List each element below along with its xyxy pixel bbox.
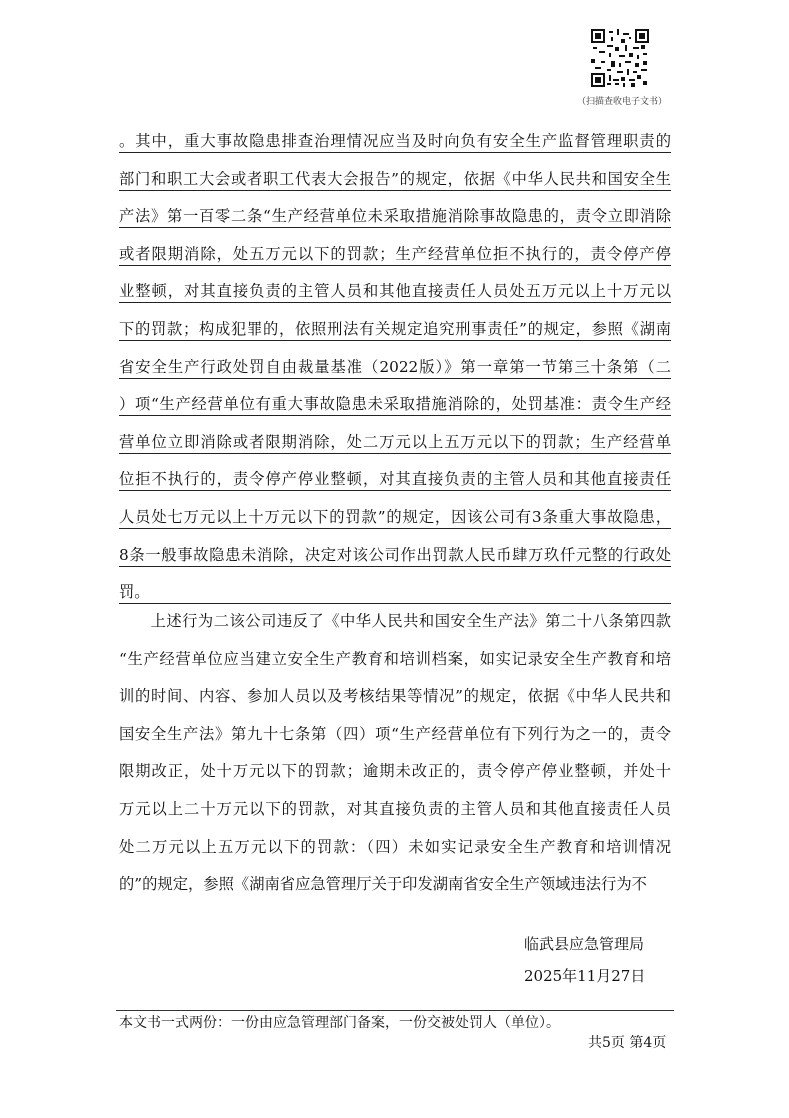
body-line: 产法》第一百零二条“生产经营单位未采取措施消除事故隐患的，责令立即消除 (119, 205, 671, 228)
body-line: “生产经营单位应当建立安全生产教育和培训档案，如实记录安全生产教育和培 (119, 649, 671, 668)
body-line: 国安全生产法》第九十七条第（四）项“生产经营单位有下列行为之一的，责令 (119, 724, 671, 743)
qr-caption: （扫描查收电子文书） (576, 97, 667, 107)
issue-date: 2025年11月27日 (524, 967, 646, 985)
body-line: 省安全生产行政处罚自由裁量基准（2022版）》第一章第一节第三十条第（二 (119, 356, 671, 379)
body-line: 或者限期消除，处五万元以下的罚款；生产经营单位拒不执行的，责令停产停 (119, 243, 671, 266)
body-line: 下的罚款；构成犯罪的，依照刑法有关规定追究刑事责任”的规定，参照《湖南 (119, 318, 671, 341)
body-line: 处二万元以上五万元以下的罚款：（四）未如实记录安全生产教育和培训情况 (119, 837, 671, 856)
body-line: 万元以上二十万元以下的罚款，对其直接负责的主管人员和其他直接责任人员 (119, 800, 671, 818)
body-line: 的”的规定，参照《湖南省应急管理厅关于印发湖南省安全生产领域违法行为不 (119, 875, 647, 894)
body-line: 限期改正，处十万元以下的罚款；逾期未改正的，责令停产停业整顿，并处十 (119, 762, 671, 781)
body-line: ）项“生产经营单位有重大事故隐患未采取措施消除的，处罚基准：责令生产经 (119, 393, 671, 416)
body-line: 营单位立即消除或者限期消除，处二万元以上五万元以下的罚款；生产经营单 (119, 431, 671, 454)
body-line: 业整顿，对其直接负责的主管人员和其他直接责任人员处五万元以上十万元以 (119, 280, 671, 303)
body-line: 位拒不执行的，责令停产停业整顿，对其直接负责的主管人员和其他直接责任 (119, 468, 671, 491)
body-line: 部门和职工大会或者职工代表大会报告”的规定，依据《中华人民共和国安全生 (119, 168, 671, 191)
issuing-agency: 临武县应急管理局 (524, 935, 645, 953)
footer-divider (116, 1010, 674, 1011)
body-line: 罚。 (119, 581, 671, 604)
footer-note: 本文书一式两份：一份由应急管理部门备案，一份交被处罚人（单位）。 (119, 1015, 560, 1031)
body-line: 人员处七万元以上十万元以下的罚款”的规定，因该公司有3条重大事故隐患， (119, 506, 671, 529)
body-line: 。其中，重大事故隐患排查治理情况应当及时向负有安全生产监督管理职责的 (119, 130, 671, 153)
body-line: 上述行为二该公司违反了《中华人民共和国安全生产法》第二十八条第四款 (119, 612, 671, 630)
qr-code (591, 29, 649, 87)
body-line: 8条一般事故隐患未消除，决定对该公司作出罚款人民币肆万玖仟元整的行政处 (119, 544, 671, 567)
body-line: 训的时间、内容、参加人员以及考核结果等情况”的规定，依据《中华人民共和 (119, 687, 671, 706)
page-counter: 共5页 第4页 (588, 1035, 667, 1051)
